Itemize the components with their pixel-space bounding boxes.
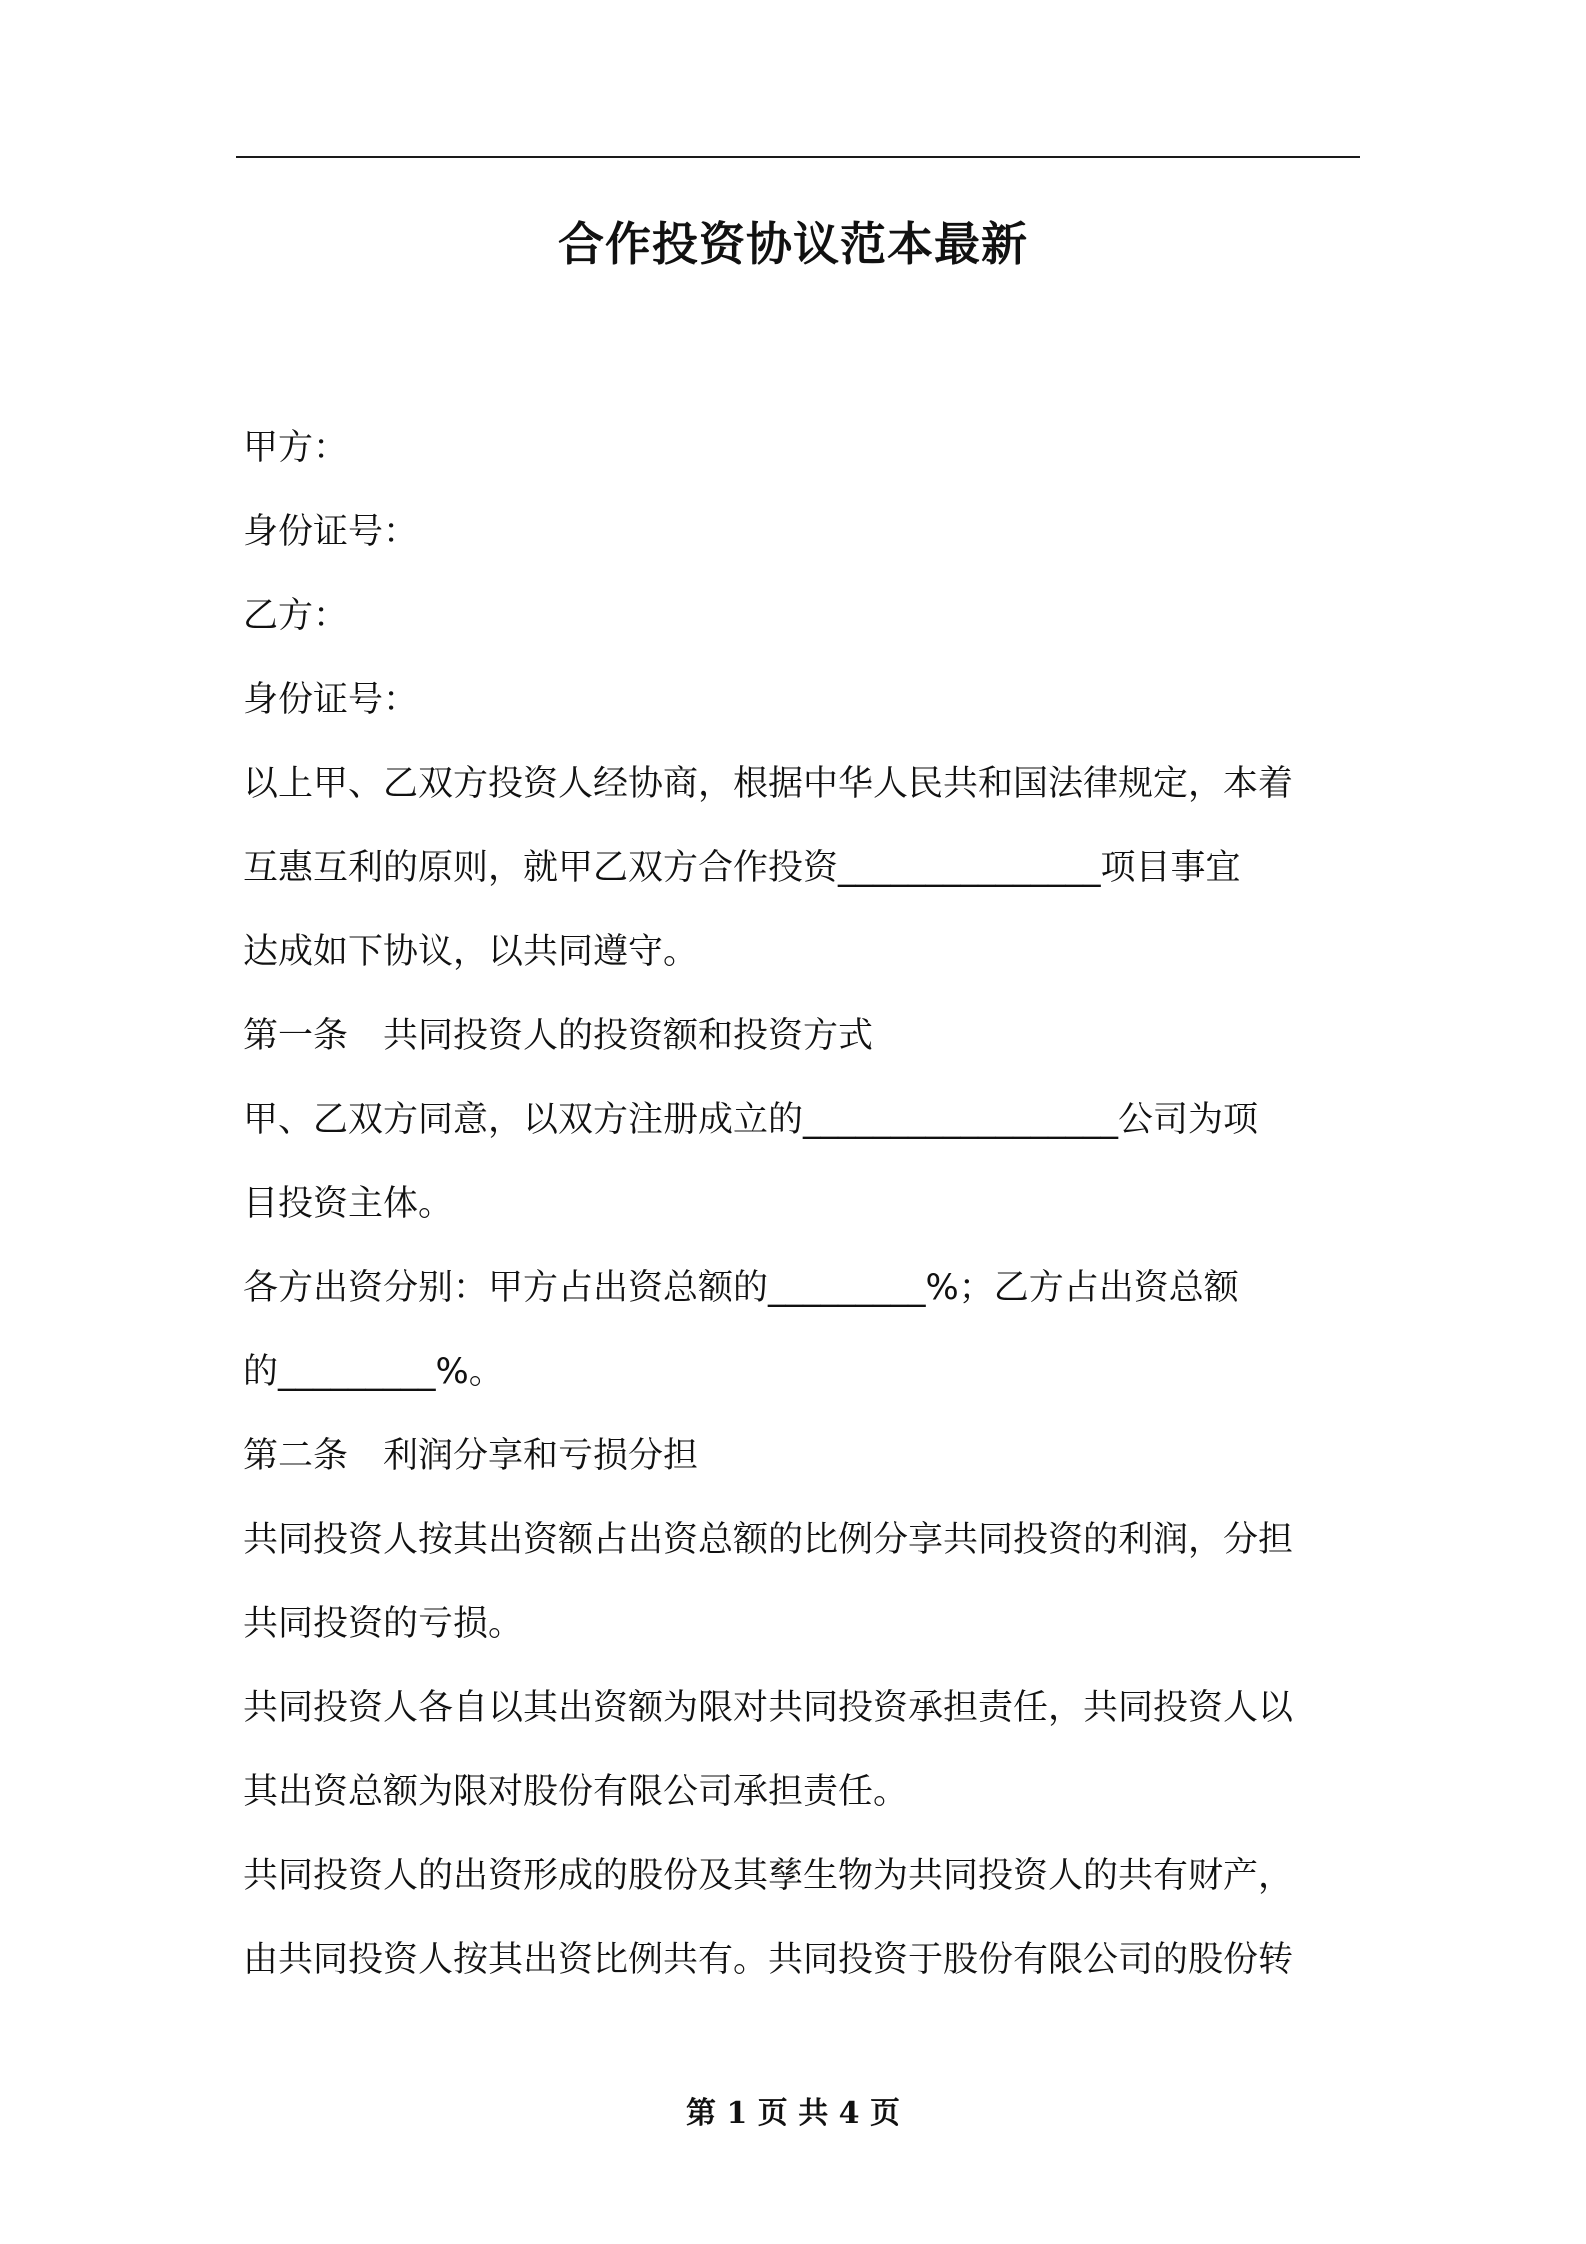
- paragraph-line: 共同投资人的出资形成的股份及其孳生物为共同投资人的共有财产，: [243, 1856, 1294, 1896]
- paragraph-line: 共同投资人各自以其出资额为限对共同投资承担责任，共同投资人以: [243, 1688, 1294, 1728]
- paragraph-line: 目投资主体。: [243, 1184, 454, 1224]
- paragraph-party-a: 甲方：: [243, 428, 349, 468]
- paragraph-line: 甲、乙双方同意，以双方注册成立的__________________公司为项: [243, 1100, 1259, 1140]
- paragraph-line: 达成如下协议，以共同遵守。: [243, 932, 699, 972]
- article-1-heading: 第一条 共同投资人的投资额和投资方式: [243, 1016, 874, 1056]
- paragraph-line: 其出资总额为限对股份有限公司承担责任。: [243, 1772, 909, 1812]
- header-rule: [236, 156, 1360, 158]
- paragraph-line: 共同投资人按其出资额占出资总额的比例分享共同投资的利润，分担: [243, 1520, 1294, 1560]
- article-2-heading: 第二条 利润分享和亏损分担: [243, 1436, 699, 1476]
- paragraph-line: 各方出资分别：甲方占出资总额的_________%；乙方占出资总额: [243, 1268, 1239, 1308]
- document-body: [243, 406, 1355, 2002]
- paragraph-line: 互惠互利的原则，就甲乙双方合作投资_______________项目事宜: [243, 848, 1241, 888]
- paragraph-line: 由共同投资人按其出资比例共有。共同投资于股份有限公司的股份转: [243, 1940, 1294, 1980]
- paragraph-line: 共同投资的亏损。: [243, 1604, 524, 1644]
- paragraph-party-b: 乙方：: [243, 596, 349, 636]
- paragraph-line: 的_________%。: [243, 1352, 504, 1392]
- paragraph-line: 以上甲、乙双方投资人经协商，根据中华人民共和国法律规定，本着: [243, 764, 1294, 804]
- paragraph-party-a-id: 身份证号：: [243, 512, 419, 552]
- paragraph-party-b-id: 身份证号：: [243, 680, 419, 720]
- page-number-footer: 第 1 页 共 4 页: [686, 2096, 900, 2131]
- document-title: 合作投资协议范本最新: [558, 217, 1028, 271]
